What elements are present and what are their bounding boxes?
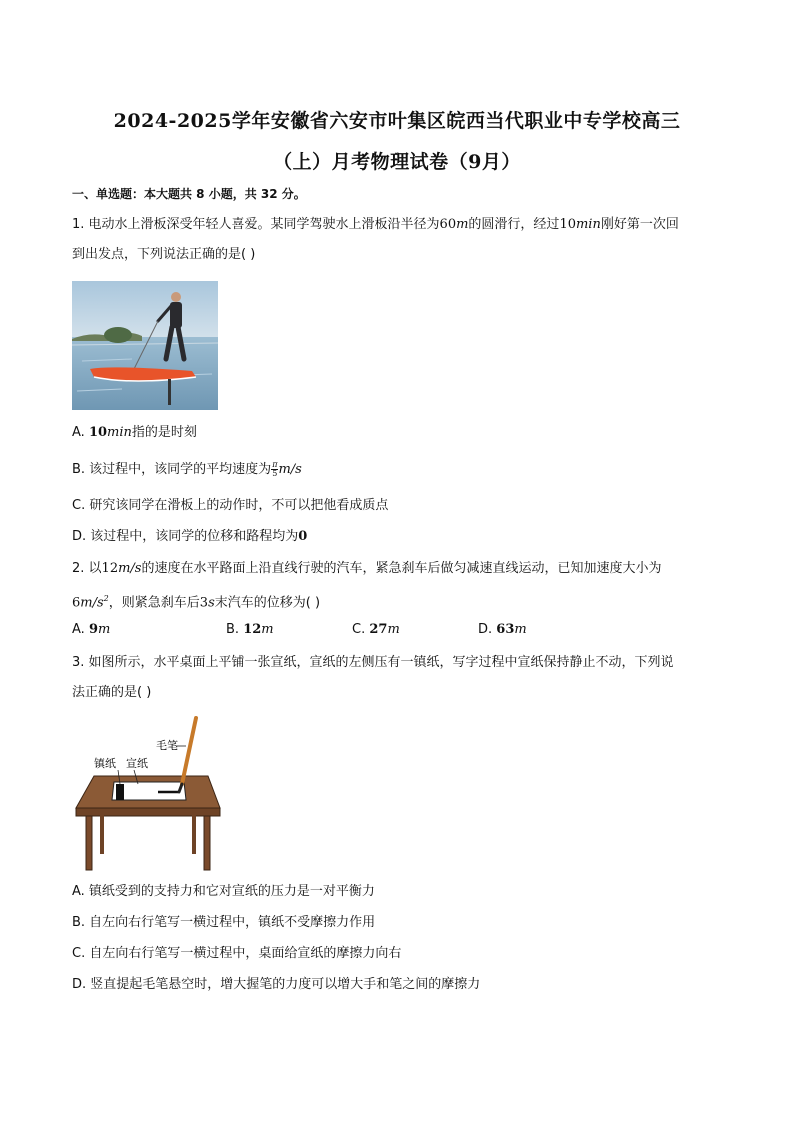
q1-option-c[interactable]: C. 研究该同学在滑板上的动作时，不可以把他看成质点 xyxy=(72,498,389,513)
q2-option-a-prefix: A. xyxy=(72,622,89,637)
q2-time-unit: s xyxy=(208,595,215,611)
q1-stem-line1 xyxy=(72,216,679,234)
q2-speed-value: 12 xyxy=(101,561,119,576)
q1-option-b-text: B. 该过程中，该同学的平均速度为 xyxy=(72,462,272,477)
q2-stem-a: 2. 以 xyxy=(72,561,102,576)
q2-stem-c: ，则紧急刹车后 xyxy=(108,595,200,611)
q2-option-d-prefix: D. xyxy=(478,622,497,637)
label-brush: 毛笔 xyxy=(156,739,178,752)
q1-option-a-num: 10 xyxy=(88,425,108,440)
q1-radius-unit: m xyxy=(456,217,469,232)
q3-option-c[interactable]: C. 自左向右行笔写一横过程中，桌面给宣纸的摩擦力向右 xyxy=(72,946,402,961)
q2-option-c-prefix: C. xyxy=(352,622,370,637)
q2-option-d-num: 63 xyxy=(496,622,515,637)
q2-accel-value: 6 xyxy=(72,595,81,611)
q3-option-b[interactable]: B. 自左向右行笔写一横过程中，镇纸不受摩擦力作用 xyxy=(72,915,376,930)
q2-option-b-prefix: B. xyxy=(226,622,244,637)
q3-option-d[interactable]: D. 竖直提起毛笔悬空时，增大握笔的力度可以增大手和笔之间的摩擦力 xyxy=(72,977,481,992)
q1-fraction-denominator: 5 xyxy=(272,469,278,478)
q3-stem-line1: 3. 如图所示，水平桌面上平铺一张宣纸，宣纸的左侧压有一镇纸，写字过程中宣纸保持静止不动，下列说 xyxy=(72,655,674,670)
q1-option-d-text: D. 该过程中，该同学的位移和路程均为 xyxy=(72,529,299,544)
q2-option-a-unit: m xyxy=(97,622,111,637)
q2-accel-unit: m/s xyxy=(80,595,104,611)
q2-option-d-unit: m xyxy=(514,622,527,637)
q2-option-b-num: 12 xyxy=(243,622,262,637)
q2-option-b-unit: m xyxy=(261,622,274,637)
q2-option-b[interactable] xyxy=(226,621,274,639)
q1-option-a-text: 指的是时刻 xyxy=(131,425,197,440)
q1-option-d-num: 0 xyxy=(298,529,308,544)
label-paper: 宣纸 xyxy=(126,757,148,770)
exam-title-line2: （上）月考物理试卷（9月） xyxy=(273,151,521,173)
q1-option-d[interactable] xyxy=(72,528,307,546)
q1-stem-c: 刚好第一次回 xyxy=(600,217,679,232)
desk-brush-diagram xyxy=(72,712,232,872)
hydrofoil-photo xyxy=(72,281,218,410)
q1-option-a[interactable] xyxy=(72,424,197,442)
q1-option-a-unit: min xyxy=(107,425,132,440)
q1-radius-value: 60 xyxy=(439,217,457,232)
q2-option-c-num: 27 xyxy=(369,622,388,637)
q3-stem-line2: 法正确的是( ) xyxy=(72,685,152,700)
exam-title-line1: 2024-2025学年安徽省六安市叶集区皖西当代职业中专学校高三 xyxy=(113,110,681,132)
section-heading: 一、单选题：本大题共 8 小题，共 32 分。 xyxy=(72,187,306,201)
q2-stem-line1 xyxy=(72,560,662,578)
q1-stem-b: 的圆滑行，经过 xyxy=(468,217,560,232)
q1-option-b[interactable] xyxy=(72,458,302,482)
q2-option-c-unit: m xyxy=(387,622,400,637)
q1-stem-a: 1. 电动水上滑板深受年轻人喜爱。某同学驾驶水上滑板沿半径为 xyxy=(72,217,440,232)
q1-fraction-numerator: π xyxy=(272,460,278,469)
q2-option-a-num: 9 xyxy=(88,622,98,637)
q1-time-value: 10 xyxy=(559,217,576,232)
q2-option-c[interactable] xyxy=(352,621,400,639)
q1-time-unit: min xyxy=(575,217,601,232)
q2-speed-unit: m/s xyxy=(118,561,142,576)
q2-stem-line2 xyxy=(72,590,320,612)
q2-option-a[interactable] xyxy=(72,621,110,639)
q2-stem-d: 末汽车的位移为( ) xyxy=(214,595,321,611)
q3-option-a[interactable]: A. 镇纸受到的支持力和它对宣纸的压力是一对平衡力 xyxy=(72,884,375,899)
label-paperweight: 镇纸 xyxy=(94,757,116,770)
q2-option-d[interactable] xyxy=(478,621,527,639)
q2-time-value: 3 xyxy=(199,595,209,611)
q1-option-b-unit: m/s xyxy=(278,462,302,477)
q2-stem-b: 的速度在水平路面上沿直线行驶的汽车，紧急刹车后做匀减速直线运动，已知加速度大小为 xyxy=(141,561,662,576)
q2-accel-exponent: 2 xyxy=(103,594,109,603)
q1-stem-line2: 到出发点，下列说法正确的是( ) xyxy=(72,247,256,262)
q1-option-a-prefix: A. xyxy=(72,425,89,440)
